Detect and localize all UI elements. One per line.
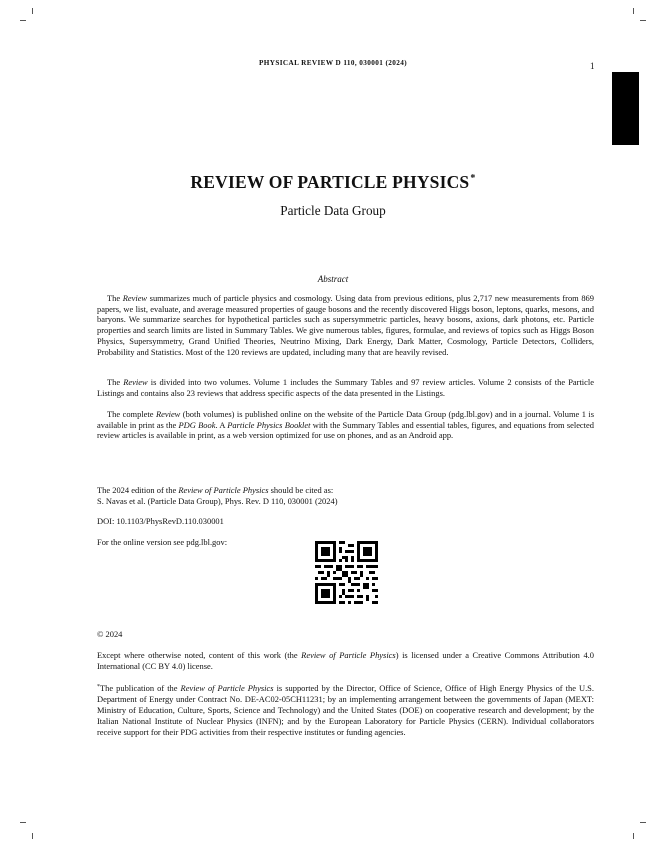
crop-mark — [640, 20, 646, 21]
thumb-index-tab — [612, 72, 639, 145]
online-version-note: For the online version see pdg.lbl.gov: — [97, 537, 228, 547]
funding-footnote — [97, 682, 594, 738]
author-group: Particle Data Group — [280, 203, 386, 218]
crop-mark — [633, 833, 634, 839]
abstract-paragraph — [97, 409, 594, 441]
footnote-title: Review of Particle Physics — [180, 683, 274, 693]
review-term: Review — [123, 377, 148, 387]
running-head: PHYSICAL REVIEW D 110, 030001 (2024) — [258, 59, 408, 67]
crop-mark — [32, 8, 33, 14]
title-footnote-marker: * — [470, 173, 476, 184]
abstract-text: The complete — [107, 409, 156, 419]
review-term: Review — [155, 409, 181, 419]
abstract-heading: Abstract — [317, 274, 349, 284]
footnote-text: The publication of the — [100, 683, 181, 693]
review-term: Review — [122, 293, 148, 303]
crop-mark — [633, 8, 634, 14]
citation-title: Review of Particle Physics — [178, 485, 269, 495]
crop-mark — [20, 822, 26, 823]
citation-text: The 2024 edition of the — [97, 485, 179, 495]
license-notice — [97, 650, 594, 672]
citation-text: should be cited as: — [268, 485, 334, 495]
footnote-text: is supported by the Director, Office of Science, Office of High Energy Physics of the U.S. Department of Energy under Contract No. DE-AC02-05CH11231; by an implementing arrangement between the governments of Japan (MEXT: Ministry of Education, Culture, Sports, Science and Technology) and the United States (DOE) on cooperative research and development; by the Italian National Institute of Nuclear Physics (INFN); and by the European Laboratory for Particle Physics (CERN). Individual collaborators receive support for their PDG activities from their respective institutes or funding agencies. — [97, 683, 594, 737]
copyright-notice: © 2024 — [97, 629, 123, 639]
citation-block — [97, 485, 597, 507]
abstract-text: with the Summary Tables and essential tables, figures, and equations from selected review articles is available in print, as a web version optimized for use on phones, and as an Android app. — [97, 419, 594, 441]
license-text: ) is licensed under a Creative Commons Attribution 4.0 International (CC BY 4.0) license. — [97, 650, 594, 671]
title-text: REVIEW OF PARTICLE PHYSICS — [190, 172, 470, 192]
page-number: 1 — [590, 61, 595, 71]
crop-mark — [20, 20, 26, 21]
abstract-paragraph: The Review is divided into two volumes. Volume 1 includes the Summary Tables and 97 review articles. Volume 2 consists of the Particle Listings and contains also 23 reviews that address specific aspects of the data presented in the Listings. — [97, 377, 594, 398]
paper-title — [0, 172, 666, 193]
abstract-text: is divided into two volumes. Volume 1 includes the Summary Tables and 97 review articles. Volume 2 consists of the Particle Listings and contains also 23 reviews that address specific aspects of the data presented in the Listings. — [97, 377, 594, 398]
abstract-text: . A — [215, 419, 228, 430]
booklet-term: Particle Physics Booklet — [227, 419, 311, 430]
abstract-paragraph: The Review summarizes much of particle physics and cosmology. Using data from previous editions, plus 2,717 new measurements from 869 papers, we list, evaluate, and average measured properties of gauge bosons and the recently discovered Higgs boson, leptons, quarks, mesons, and baryons. We summarize searches for hypothetical particles such as supersymmetric particles, heavy bosons, axions, dark photons, etc. Particle properties and search limits are listed in Summary Tables. We give numerous tables, figures, formulae, and reviews of topics such as Higgs Boson Physics, Supersymmetry, Grand Unified Theories, Neutrino Mixing, Dark Energy, Dark Matter, Cosmology, Particle Detectors, Colliders, Probability and Statistics. Most of the 120 reviews are updated, including many that are heavily revised. — [97, 293, 594, 357]
citation-reference: S. Navas et al. (Particle Data Group), Phys. Rev. D 110, 030001 (2024) — [97, 495, 338, 506]
license-title: Review of Particle Physics — [301, 650, 396, 660]
license-text: Except where otherwise noted, content of this work (the — [97, 650, 302, 660]
pdg-book-term: PDG Book — [178, 419, 216, 430]
crop-mark — [32, 833, 33, 839]
qr-code-icon[interactable] — [315, 541, 378, 604]
abstract-text: summarizes much of particle physics and cosmology. Using data from previous editions, plus 2,717 new measurements from 869 papers, we list, evaluate, and average measured properties of gauge bosons and the recently discovered Higgs boson, leptons, quarks, mesons, and baryons. We summarize searches for hypothetical particles such as supersymmetric particles, heavy bosons, axions, dark photons, etc. Particle properties and search limits are listed in Summary Tables. We give numerous tables, figures, formulae, and reviews of topics such as Higgs Boson Physics, Supersymmetry, Grand Unified Theories, Neutrino Mixing, Dark Energy, Dark Matter, Cosmology, Particle Detectors, Colliders, Probability and Statistics. Most of the 120 reviews are updated, including many that are heavily revised. — [97, 293, 594, 357]
footnote-marker: * — [97, 684, 100, 690]
abstract-text: (both volumes) is published online on the website of the Particle Data Group (pdg.lbl.gov) and in a journal. Volume 1 is available in print as the — [97, 409, 594, 430]
crop-mark — [640, 822, 646, 823]
doi: DOI: 10.1103/PhysRevD.110.030001 — [97, 516, 224, 526]
